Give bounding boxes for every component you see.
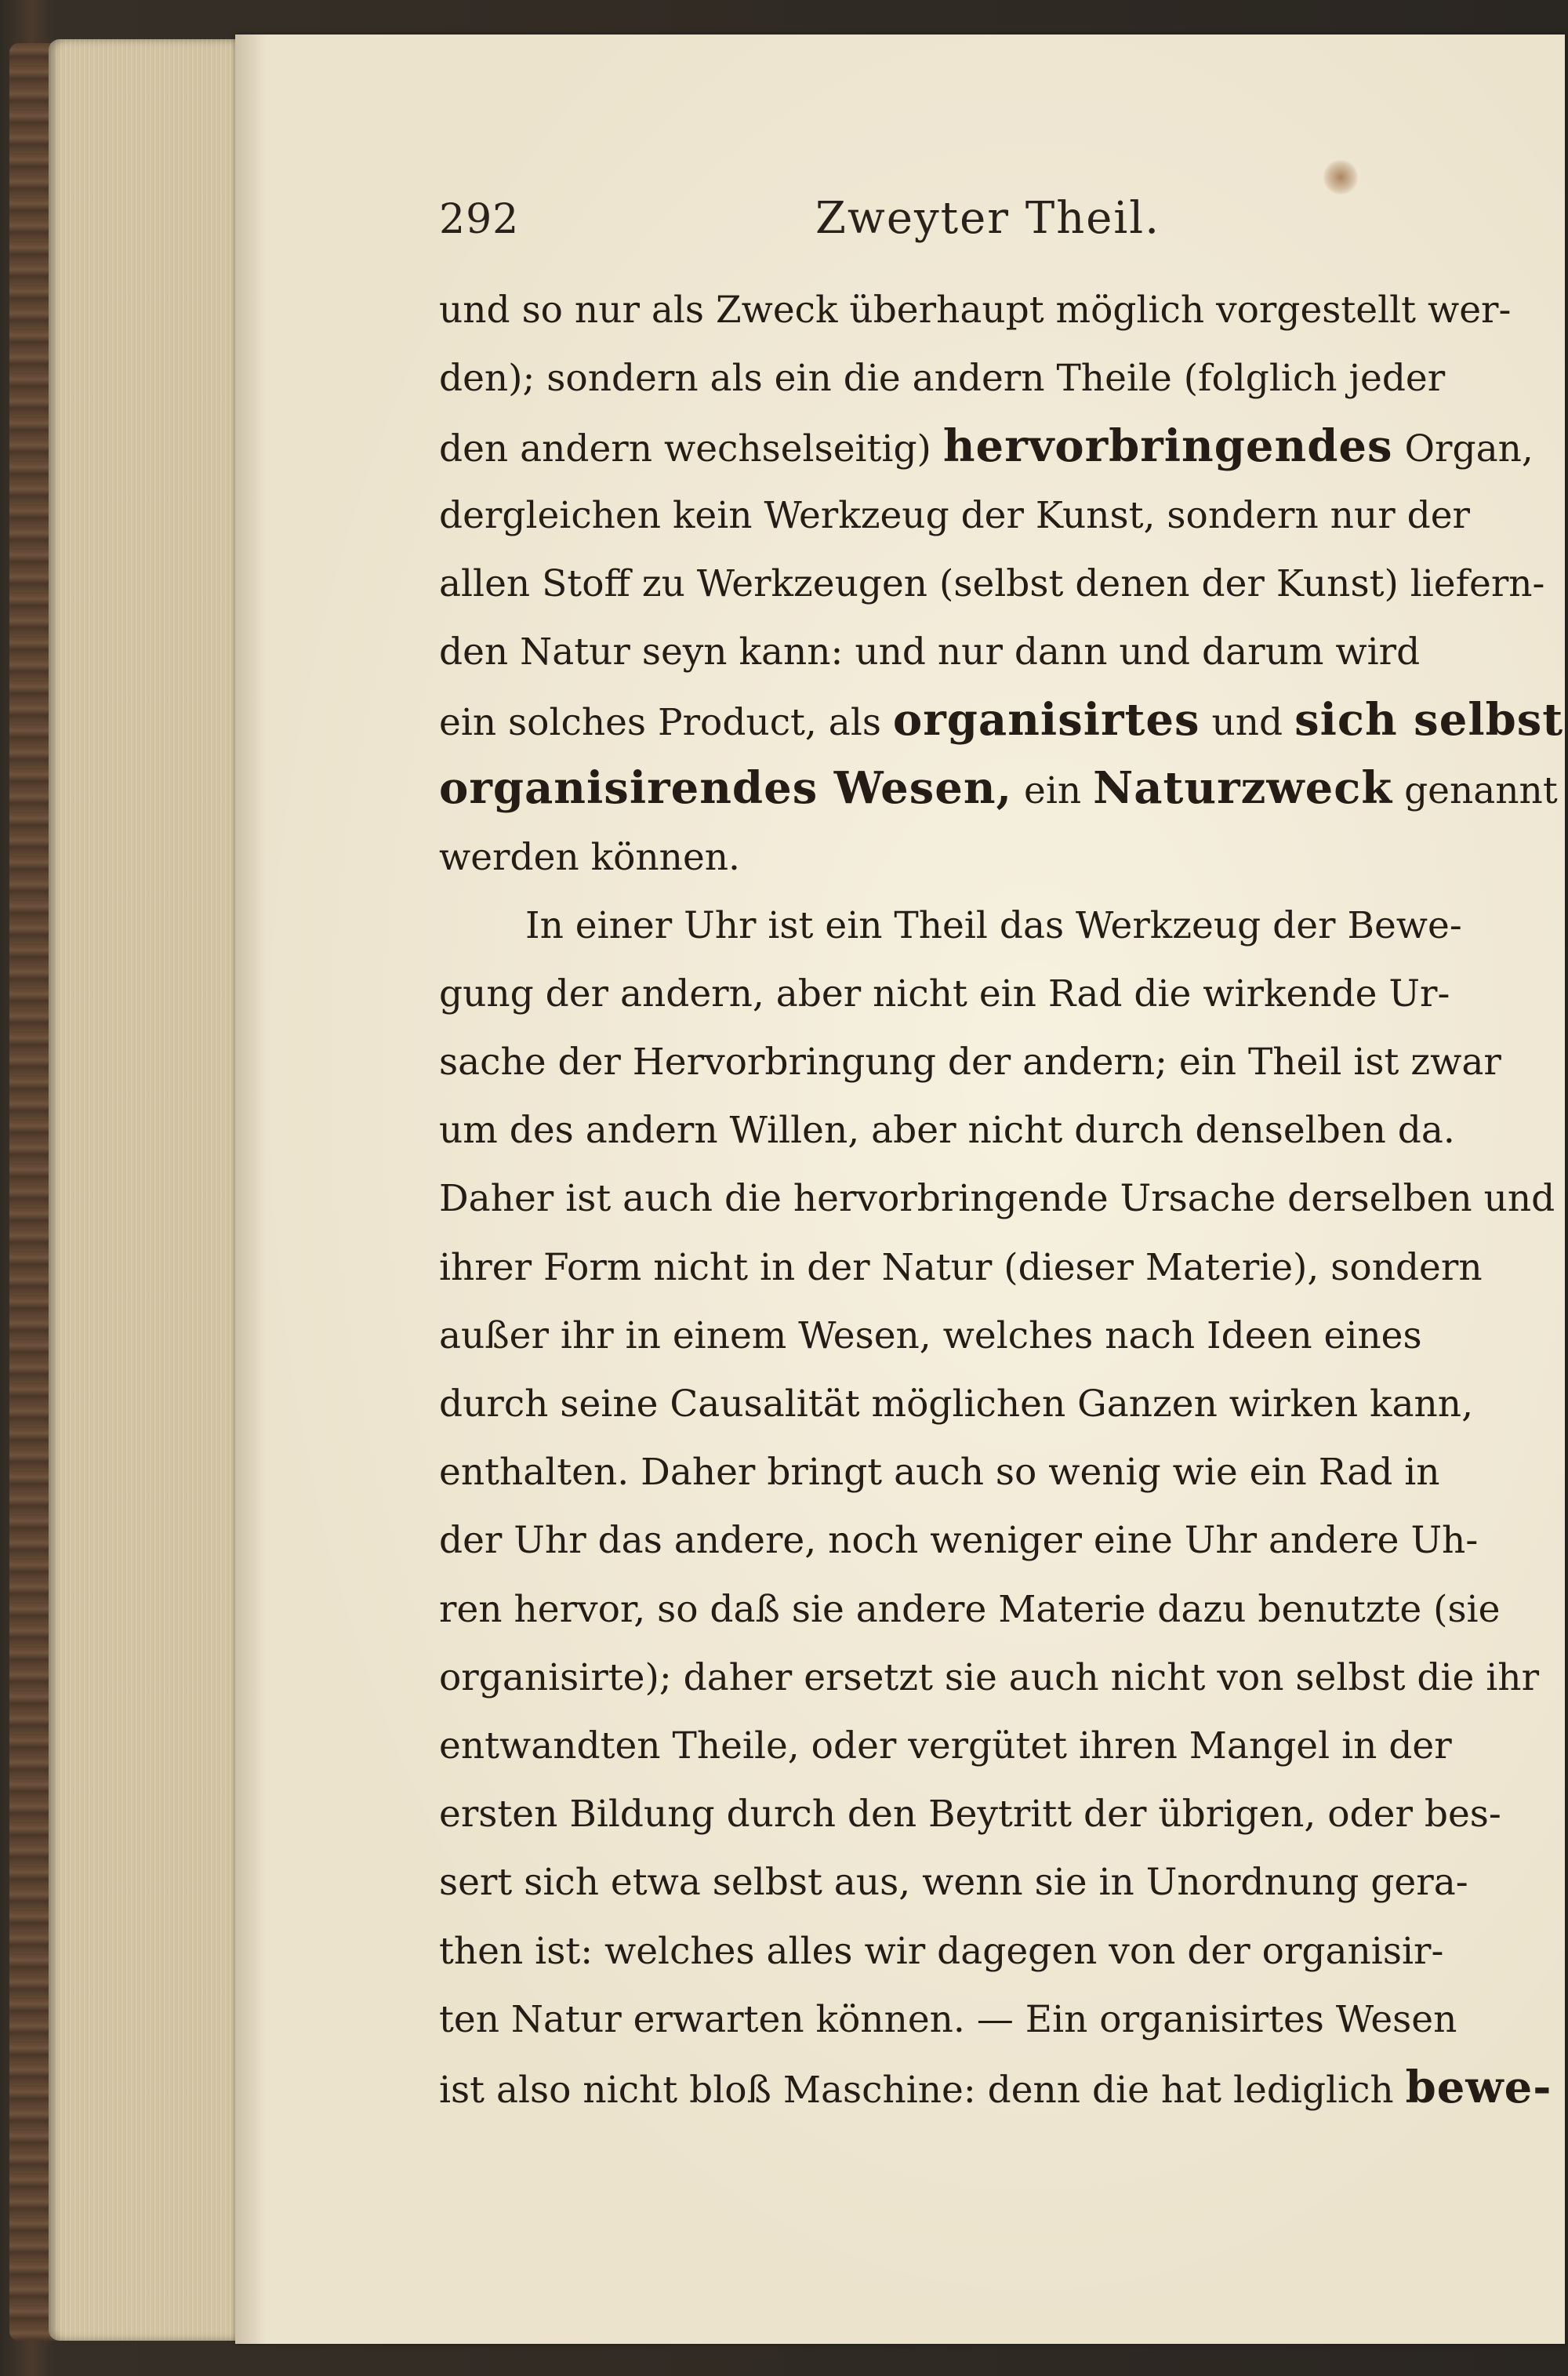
text-line: sert sich etwa selbst aus, wenn sie in Unordnung gera- — [439, 1861, 1468, 1905]
text-line: allen Stoff zu Werkzeugen (selbst denen der Kunst) liefern- — [439, 561, 1545, 605]
emphasized-word: bewe- — [1405, 2061, 1552, 2113]
text-line: der Uhr das andere, noch weniger eine Uhr andere Uh- — [439, 1519, 1479, 1563]
text-line: ten Natur erwarten können. — Ein organisirtes Wesen — [439, 1997, 1457, 2041]
text-run: ist also nicht bloß Maschine: denn die hat lediglich — [439, 2068, 1406, 2112]
text-run: und — [1200, 701, 1295, 745]
emphasized-word: sich selbst — [1294, 694, 1564, 747]
text-line: ren hervor, so daß sie andere Materie dazu benutzte (sie — [439, 1587, 1501, 1631]
text-line: entwandten Theile, oder vergütet ihren Mangel in der — [439, 1724, 1452, 1767]
text-run: genannt — [1392, 769, 1558, 813]
text-run: den andern wechselseitig) — [439, 427, 943, 471]
text-line: dergleichen kein Werkzeug der Kunst, sondern nur der — [439, 493, 1470, 537]
text-line: den); sondern als ein die andern Theile (folglich jeder — [439, 357, 1446, 401]
running-head: Zweyter Theil. — [815, 193, 1161, 244]
text-line: organisirte); daher ersetzt sie auch nicht von selbst die ihr — [439, 1655, 1540, 1699]
text-line — [439, 754, 1558, 823]
text-run: Organ, — [1392, 427, 1534, 471]
text-line — [439, 412, 1534, 481]
text-line: In einer Uhr ist ein Theil das Werkzeug der Bewe- — [525, 903, 1462, 947]
text-run: ein — [1012, 769, 1094, 813]
emphasized-word: hervorbringendes — [942, 420, 1393, 473]
text-line: sache der Hervorbringung der andern; ein Theil ist zwar — [439, 1041, 1501, 1084]
text-run: ein solches Product, als — [439, 701, 893, 745]
text-line: werden können. — [439, 835, 740, 879]
text-line: ihrer Form nicht in der Natur (dieser Materie), sondern — [439, 1245, 1483, 1289]
text-line: und so nur als Zweck überhaupt möglich vorgestellt wer- — [439, 289, 1512, 332]
text-line: Daher ist auch die hervorbringende Ursache derselben und — [439, 1177, 1555, 1221]
text-line: ersten Bildung durch den Beytritt der übrigen, oder bes- — [439, 1793, 1501, 1836]
text-line: außer ihr in einem Wesen, welches nach Ideen eines — [439, 1313, 1422, 1357]
text-line — [439, 2054, 1552, 2122]
emphasized-word: Naturzweck — [1093, 762, 1393, 815]
text-line: enthalten. Daher bringt auch so wenig wie ein Rad in — [439, 1451, 1440, 1495]
page-number: 292 — [439, 196, 520, 243]
body-text — [439, 276, 1564, 2122]
page-header — [439, 188, 1458, 259]
text-line: then ist: welches alles wir dagegen von der organisir- — [439, 1929, 1444, 1973]
text-line — [439, 686, 1564, 754]
emphasized-word: organisirendes Wesen, — [439, 762, 1013, 815]
text-line: durch seine Causalität möglichen Ganzen wirken kann, — [439, 1382, 1474, 1426]
page-block-edge — [49, 39, 252, 2341]
text-line: um des andern Willen, aber nicht durch denselben da. — [439, 1109, 1455, 1153]
emphasized-word: organisirtes — [892, 694, 1200, 747]
text-line: gung der andern, aber nicht ein Rad die wirkende Ur- — [439, 972, 1450, 1015]
text-line: den Natur seyn kann: und nur dann und darum wird — [439, 630, 1421, 674]
